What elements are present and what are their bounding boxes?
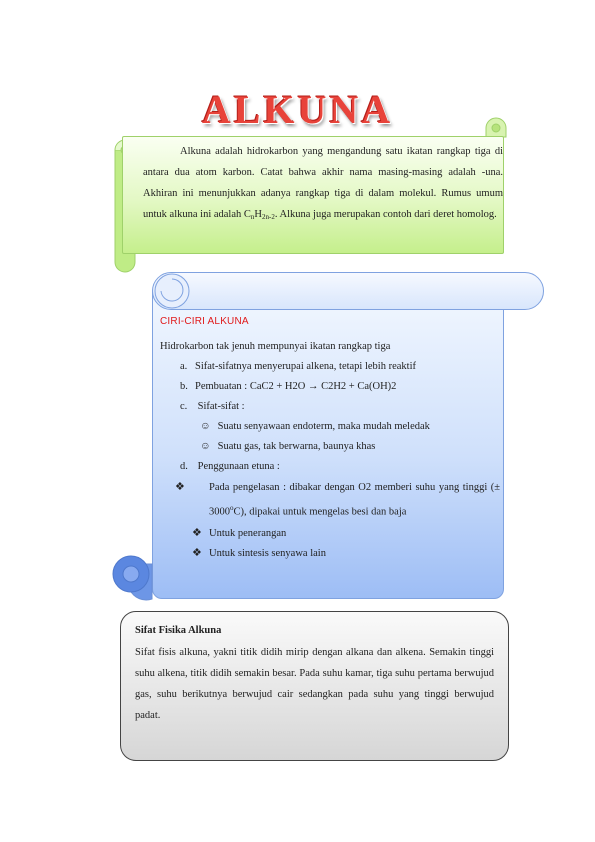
smiley-icon: ☺ (200, 441, 211, 452)
sifat-fisika-paragraph: Sifat fisis alkuna, yakni titik didih mirip dengan alkana dan alkena. Semakin tinggi suhu alkena, titik didih semakin besar. Pada suhu kamar, tiga suhu pertama berwujud gas, suhu berikutnya berwujud cair sedangkan pada suhu yang tinggi berwujud padat. (135, 647, 494, 721)
intro-paragraph: Alkuna adalah hidrokarbon yang mengandung satu ikatan rangkap tiga di antara dua atom karbon. Catat bahwa akhir nama masing-masing adalah -una. Akhiran ini menunjukkan adanya rangkap tiga di dalam molekul. Rumus umum untuk alkuna ini adalah $C_nH_{2n-2}$. Alkuna juga merupakan contoh dari deret homolog. (143, 146, 503, 221)
list-item-d2: ❖ Untuk penerangan (160, 523, 500, 543)
diamond-bullet-icon: ❖ (192, 526, 202, 539)
ciri-heading: CIRI-CIRI ALKUNA (160, 316, 249, 327)
diamond-bullet-icon: ❖ (192, 546, 202, 559)
list-item-a: a. Sifat-sifatnya menyerupai alkena, tetapi lebih reaktif (180, 361, 416, 372)
list-item-c: c. Sifat-sifat : (180, 401, 245, 412)
list-item-c1: ☺ Suatu senyawaan endoterm, maka mudah meledak (160, 417, 500, 437)
page-title: ALKUNA (201, 87, 394, 132)
list-item-d: d. Penggunaan etuna : (180, 461, 280, 472)
ciri-intro: Hidrokarbon tak jenuh mempunyai ikatan rangkap tiga (160, 341, 391, 352)
diamond-bullet-icon: ❖ (175, 481, 185, 493)
list-item-b: b. Pembuatan : CaC2 + H2O → C2H2 + Ca(OH)2 (180, 381, 397, 392)
sifat-fisika-section (135, 620, 494, 726)
list-item-d1: ❖ Pada pengelasan : dibakar dengan O2 memberi suhu yang tinggi (± $3000^oC$), dipakai untuk mengelas besi dan baja (160, 477, 500, 523)
list-item-d3: ❖ Untuk sintesis senyawa lain (160, 543, 500, 563)
list-item-c2: ☺ Suatu gas, tak berwarna, baunya khas (160, 437, 500, 457)
ciri-section (160, 316, 500, 563)
sifat-fisika-heading: Sifat Fisika Alkuna (135, 625, 222, 636)
smiley-icon: ☺ (200, 421, 211, 432)
